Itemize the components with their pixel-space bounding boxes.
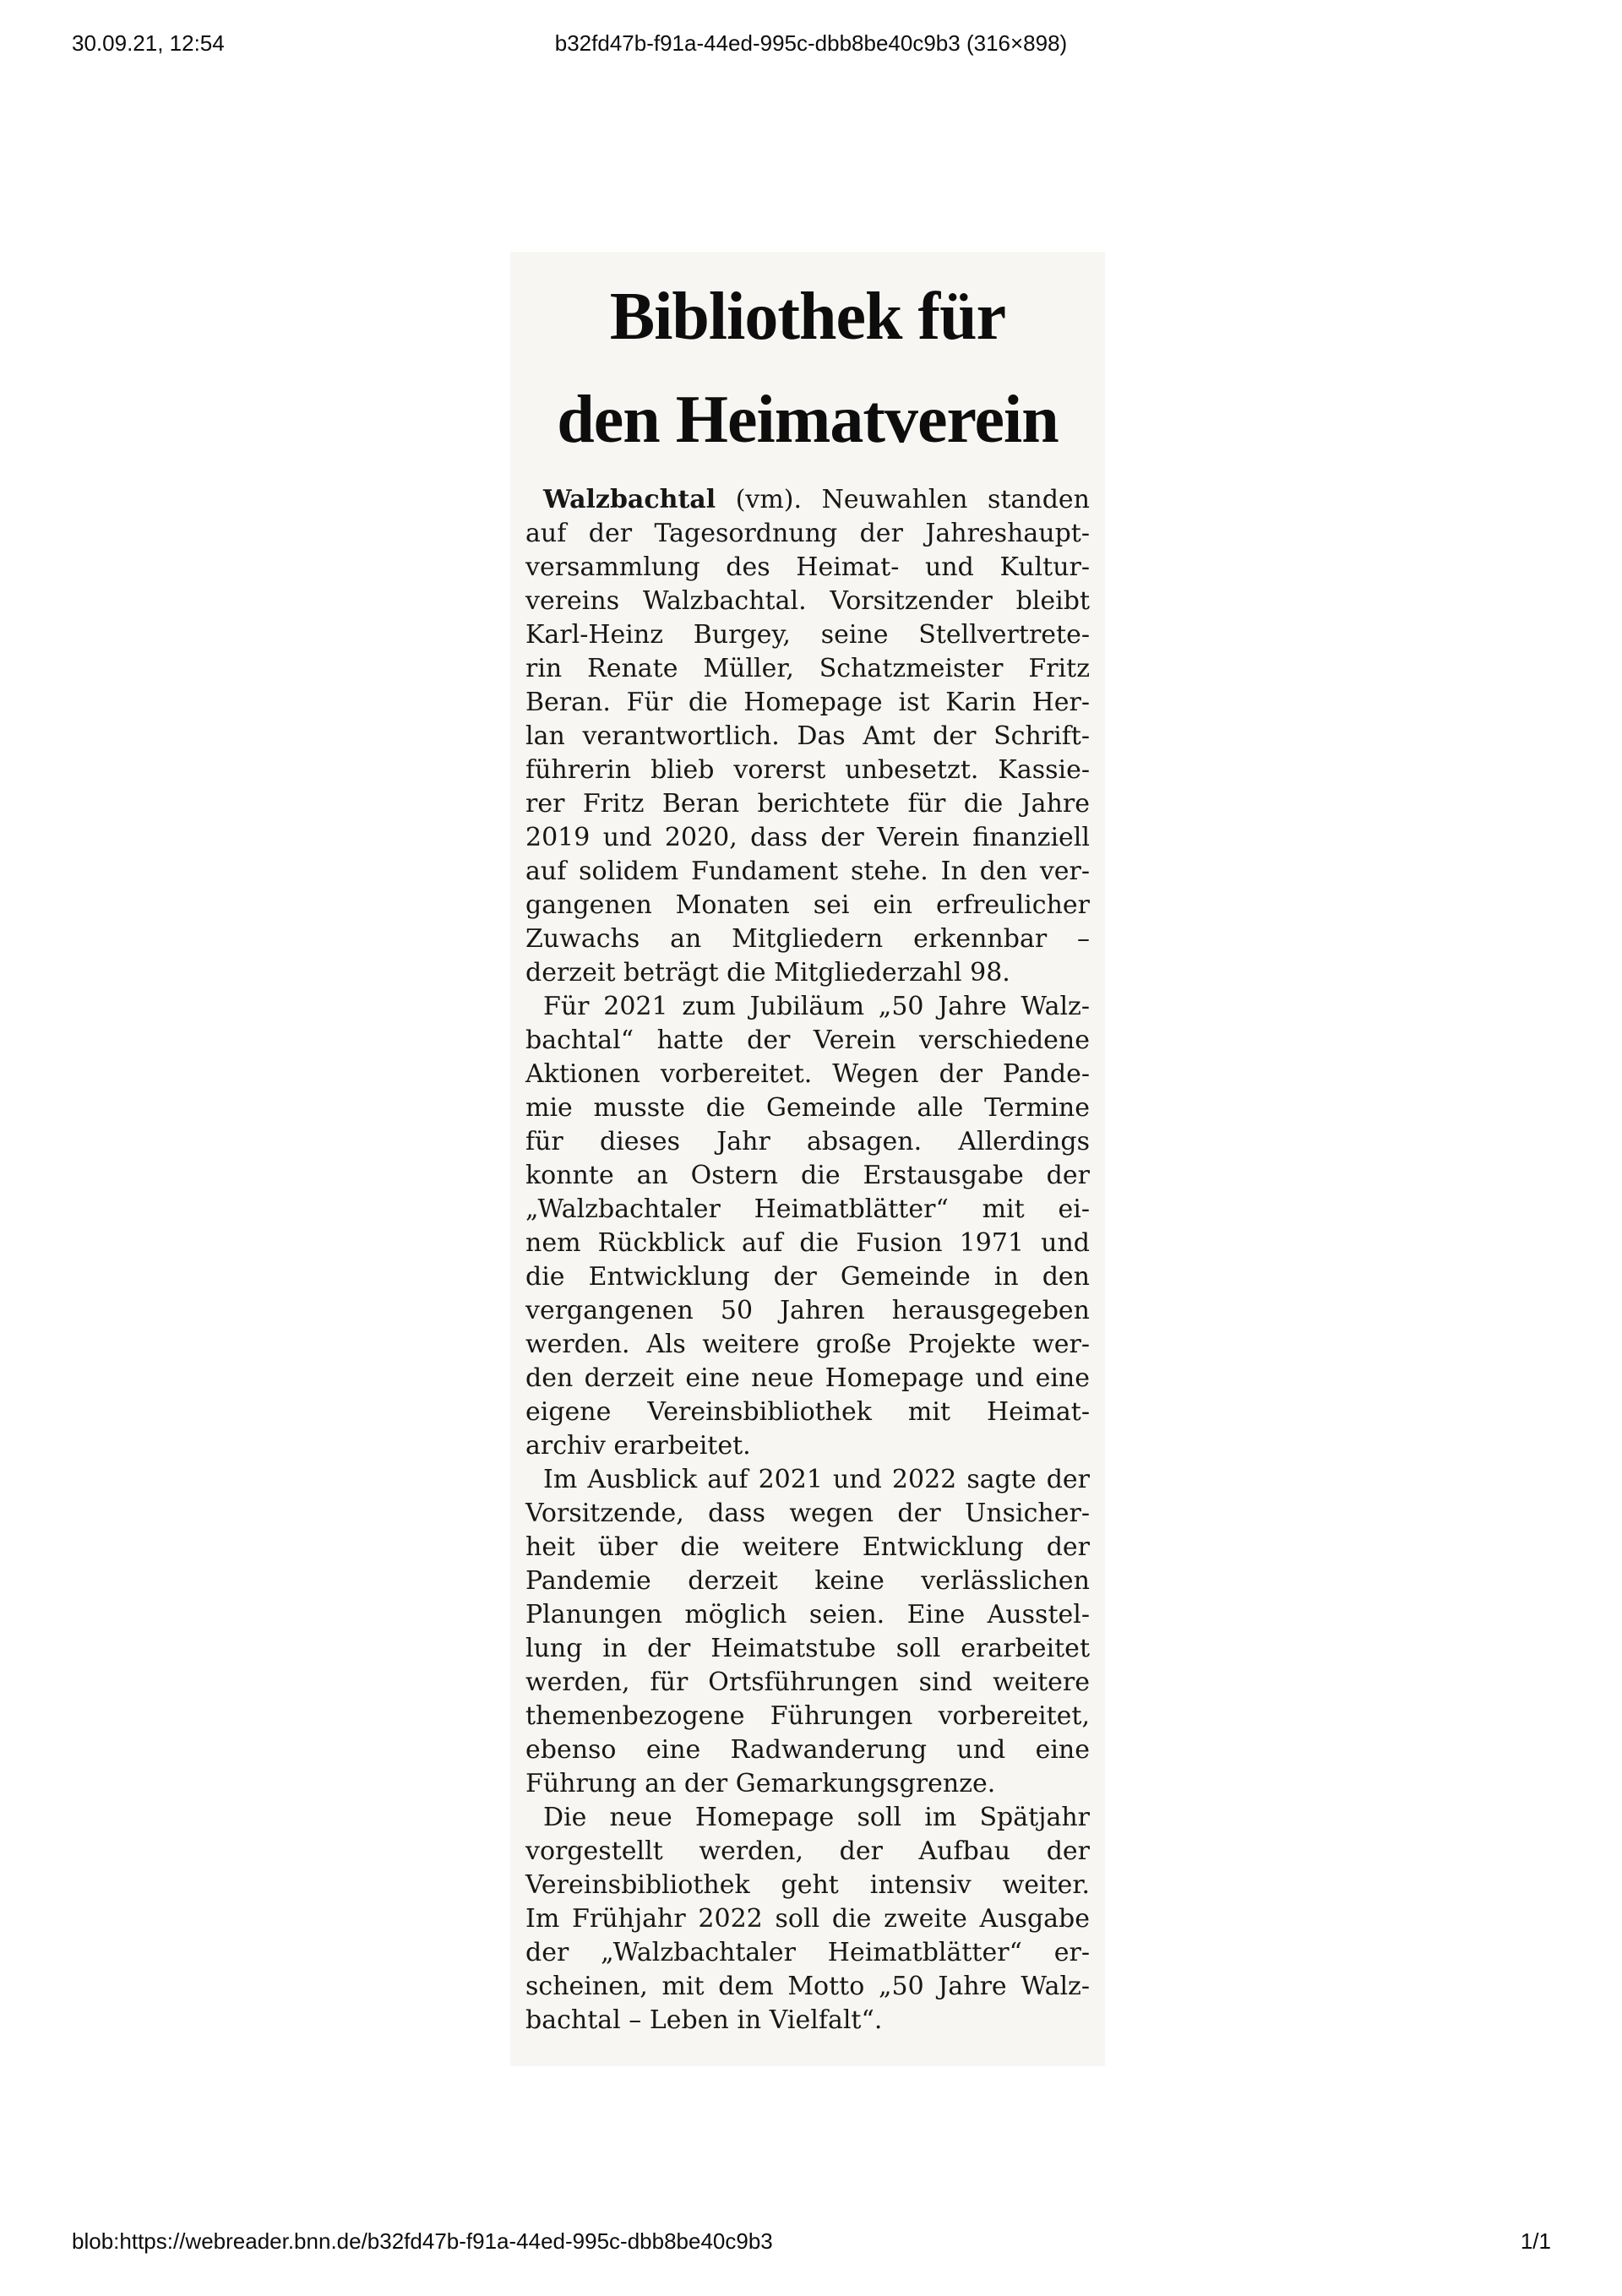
article-line: gangenen Monaten sei ein erfreulicher [525, 890, 1090, 920]
article-line: heit über die weitere Entwicklung der [525, 1532, 1090, 1562]
article-line: derzeit beträgt die Mitgliederzahl 98. [525, 958, 1010, 987]
article-line: eigene Vereinsbibliothek mit Heimat- [525, 1397, 1090, 1427]
article-line: Planungen möglich seien. Eine Ausstel- [525, 1600, 1090, 1630]
article-line: versammlung des Heimat- und Kultur- [525, 552, 1090, 582]
article-line: archiv erarbeitet. [525, 1431, 751, 1461]
article-line: auf der Tagesordnung der Jahreshaupt- [525, 519, 1090, 548]
article-line: konnte an Ostern die Erstausgabe der [525, 1161, 1090, 1190]
article-line: für dieses Jahr absagen. Allerdings [525, 1127, 1090, 1156]
article-line: der „Walzbachtaler Heimatblätter“ er- [525, 1938, 1090, 1967]
print-header-datetime: 30.09.21, 12:54 [72, 30, 225, 56]
article-line: Karl-Heinz Burgey, seine Stellvertrete- [525, 620, 1090, 650]
article-line: mie musste die Gemeinde alle Termine [525, 1093, 1090, 1123]
article-line: die Entwicklung der Gemeinde in den [525, 1262, 1090, 1292]
article-line: werden, für Ortsführungen sind weitere [525, 1668, 1090, 1697]
article-line: führerin blieb vorerst unbesetzt. Kassie- [525, 755, 1090, 785]
article-line: „Walzbachtaler Heimatblätter“ mit ei- [525, 1194, 1090, 1224]
article-line: Für 2021 zum Jubiläum „50 Jahre Walz- [543, 992, 1090, 1021]
article-line: lan verantwortlich. Das Amt der Schrift- [525, 721, 1090, 751]
article-line: werden. Als weitere große Projekte wer- [525, 1330, 1090, 1359]
article-line: Aktionen vorbereitet. Wegen der Pande- [525, 1059, 1090, 1089]
article-line: auf solidem Fundament stehe. In den ver- [525, 857, 1090, 886]
article-line: rin Renate Müller, Schatzmeister Fritz [525, 654, 1090, 683]
article-line: Die neue Homepage soll im Spätjahr [543, 1803, 1090, 1832]
article-line: Vereinsbibliothek geht intensiv weiter. [525, 1870, 1090, 1900]
article-line: Walzbachtal (vm). Neuwahlen standen [543, 485, 1090, 514]
article-line: themenbezogene Führungen vorbereitet, [525, 1701, 1090, 1731]
article-line: Beran. Für die Homepage ist Karin Her- [525, 688, 1090, 717]
headline-line-2: den Heimatverein [557, 383, 1059, 457]
article-line: lung in der Heimatstube soll erarbeitet [525, 1634, 1090, 1663]
article-line: ebenso eine Radwanderung und eine [525, 1735, 1090, 1765]
article-line: Im Frühjahr 2022 soll die zweite Ausgabe [525, 1904, 1090, 1934]
article-line: Vorsitzende, dass wegen der Unsicher- [525, 1499, 1090, 1528]
article-body [525, 483, 1090, 2038]
print-footer-page-indicator: 1/1 [1520, 2228, 1551, 2254]
print-header-document-title: b32fd47b-f91a-44ed-995c-dbb8be40c9b3 (316×898) [554, 30, 1068, 56]
article-line: nem Rückblick auf die Fusion 1971 und [525, 1228, 1090, 1258]
article-line: den derzeit eine neue Homepage und eine [525, 1363, 1090, 1393]
article-line: Führung an der Gemarkungsgrenze. [525, 1769, 996, 1798]
article-line: Im Ausblick auf 2021 und 2022 sagte der [543, 1465, 1090, 1494]
article-line: bachtal – Leben in Vielfalt“. [525, 2005, 883, 2035]
headline-line-1: Bibliothek für [609, 280, 1006, 354]
article-headline [525, 265, 1090, 471]
print-footer-source-url: blob:https://webreader.bnn.de/b32fd47b-f91a-44ed-995c-dbb8be40c9b3 [72, 2228, 773, 2254]
article-line: Zuwachs an Mitgliedern erkennbar – [525, 924, 1090, 954]
article-line: rer Fritz Beran berichtete für die Jahre [525, 789, 1090, 819]
article-line: vereins Walzbachtal. Vorsitzender bleibt [525, 586, 1090, 616]
article-line: scheinen, mit dem Motto „50 Jahre Walz- [525, 1972, 1090, 2001]
article-line: vorgestellt werden, der Aufbau der [525, 1836, 1090, 1866]
article-line: Pandemie derzeit keine verlässlichen [525, 1566, 1090, 1596]
article-line: 2019 und 2020, dass der Verein finanziell [525, 823, 1090, 852]
article-scan [510, 252, 1105, 2066]
article-line: bachtal“ hatte der Verein verschiedene [525, 1026, 1090, 1055]
article-line: vergangenen 50 Jahren herausgegeben [525, 1296, 1090, 1325]
